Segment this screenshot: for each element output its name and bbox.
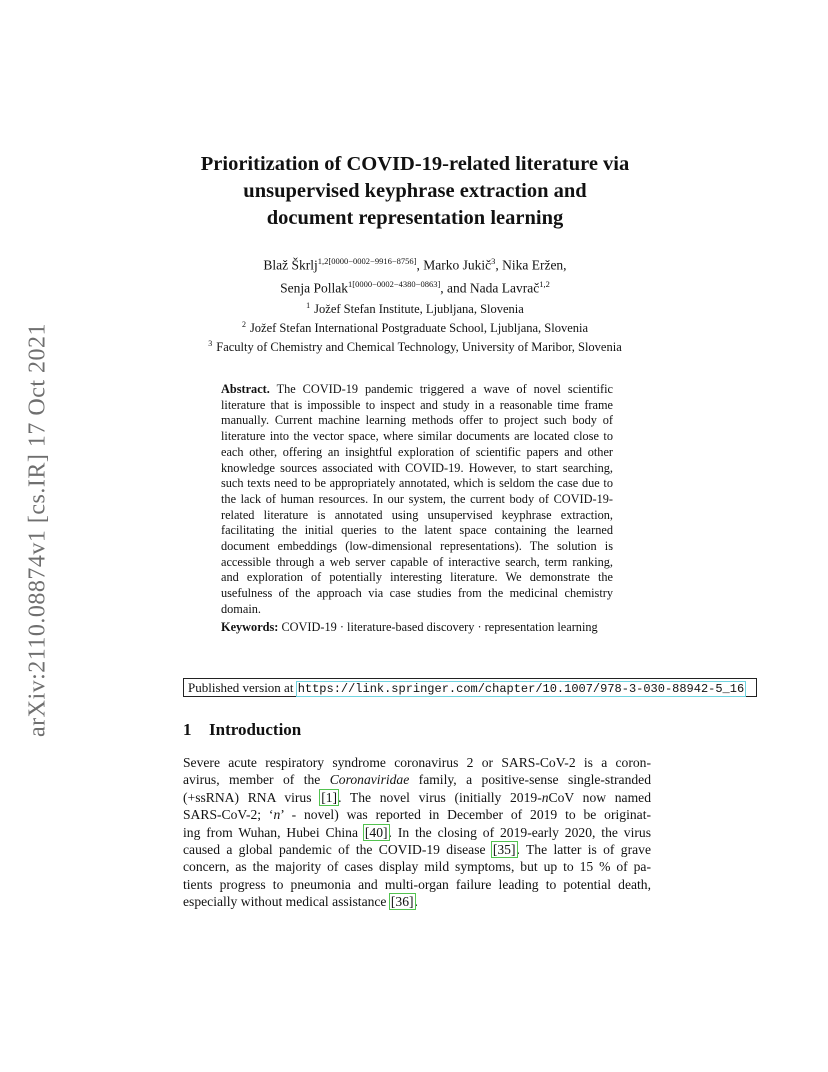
- section-heading: [183, 720, 301, 740]
- text-line: avirus, member of the Coronaviridae family, a positive-sense single-stranded: [183, 772, 651, 788]
- section-number: 1: [183, 720, 192, 739]
- title-line: document representation learning: [266, 207, 564, 229]
- citation-link[interactable]: [40]: [364, 824, 388, 840]
- text-line: Severe acute respiratory syndrome coronavirus 2 or SARS-CoV-2 is a coron-: [183, 755, 651, 770]
- affiliation: $^3$ Faculty of Chemistry and Chemical Technology, University of Maribor, Slovenia: [208, 339, 622, 355]
- author-list: [170, 252, 660, 297]
- affiliation: $^2$ Jožef Stefan International Postgraduate School, Ljubljana, Slovenia: [241, 320, 589, 336]
- author-name: , and Nada Lavrač: [440, 280, 540, 295]
- author-name: , Marko Jukič: [416, 257, 492, 273]
- author-superscript: 1,2: [539, 278, 550, 289]
- published-prefix: Published version at: [188, 680, 297, 695]
- affiliation: $^1$ Jožef Stefan Institute, Ljubljana, Slovenia: [306, 301, 524, 317]
- author-superscript: 1,2[0000−0002−9916−8756]: [317, 256, 417, 266]
- text-line: especially without medical assistance [36].: [183, 894, 418, 910]
- keywords: [221, 620, 616, 636]
- title-line: Prioritization of COVID-19-related literature via: [200, 153, 630, 175]
- abstract-text: The COVID-19 pandemic triggered a wave of novel scientific literature that is impossible to inspect and study in a reasonable time frame manually. Current machine learning methods offer to project such body of literature into the vector space, where similar documents are located close to each other, offering an insightful exploration of scientific papers and other knowledge sources associated with COVID-19. However, to start searching, such texts need to be appropriately annotated, which is seldom the case due to the lack of human resources. In our system, the current body of COVID-19-related literature is annotated using unsupervised keyphrase extraction, facilitating the initial queries to the latent space containing the learned document embeddings (low-dimensional representations). The solution is accessible through a web server capable of interactive search, term ranking, and exploration of potentially interesting literature. We demonstrate the usefulness of the approach via case studies from the medicinal chemistry domain.: [221, 382, 613, 616]
- author-name: Senja Pollak: [280, 280, 348, 295]
- author-superscript: 1[0000−0002−4380−0863]: [348, 278, 441, 289]
- text-line: ing from Wuhan, Hubei China [40]. In the closing of 2019-early 2020, the virus: [183, 824, 651, 840]
- introduction-paragraph: [183, 754, 651, 911]
- citation-link[interactable]: [35]: [492, 842, 516, 858]
- published-url-link[interactable]: https://link.springer.com/chapter/10.1007/978-3-030-88942-5_16: [297, 682, 745, 696]
- text-line: (+ssRNA) RNA virus [1]. The novel virus (initially 2019-nCoV now named: [183, 789, 651, 805]
- author-name: , Nika Eržen,: [495, 257, 567, 273]
- section-title: Introduction: [209, 720, 302, 739]
- abstract-label: Abstract.: [221, 382, 270, 396]
- title-line: unsupervised keyphrase extraction and: [243, 180, 587, 202]
- keywords-label: Keywords:: [221, 620, 279, 634]
- text-line: caused a global pandemic of the COVID-19 disease [35]. The latter is of grave: [183, 842, 651, 858]
- paper-title: [170, 151, 660, 232]
- text-line: concern, as the majority of cases display mild symptoms, but up to 15 % of pa-: [183, 859, 651, 875]
- abstract: [221, 382, 613, 618]
- author-name: Blaž Škrlj: [263, 257, 318, 273]
- arxiv-identifier: arXiv:2110.08874v1 [cs.IR] 17 Oct 2021: [24, 322, 51, 738]
- affiliation-list: [150, 298, 680, 355]
- keywords-text: COVID-19 · literature-based discovery · representation learning: [281, 620, 598, 634]
- text-line: SARS-CoV-2; ‘n’ - novel) was reported in December of 2019 to be originat-: [183, 807, 651, 823]
- citation-link[interactable]: [1]: [321, 789, 338, 805]
- published-version-box: [183, 678, 757, 697]
- citation-link[interactable]: [36]: [390, 894, 414, 910]
- text-line: tients progress to pneumonia and multi-organ failure leading to potential death,: [183, 876, 651, 892]
- author-superscript: 3: [491, 256, 496, 266]
